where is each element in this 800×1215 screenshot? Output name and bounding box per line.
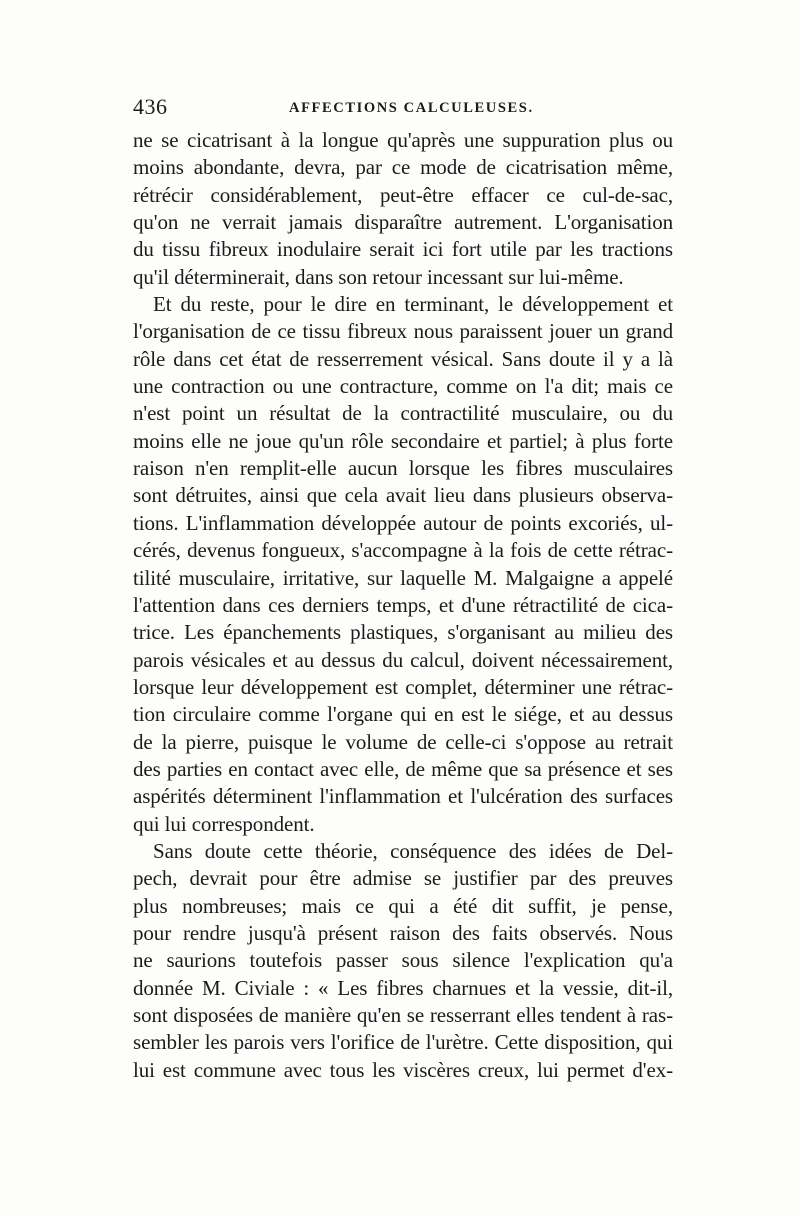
text-line: raison n'en remplit-elle aucun lorsque les fibres musculaires: [133, 456, 673, 481]
text-line: n'est point un résultat de la contractilité musculaire, ou du: [133, 401, 673, 426]
text-line: plus nombreuses; mais ce qui a été dit suffit, je pense,: [133, 893, 673, 918]
text-line: tilité musculaire, irritative, sur laquelle M. Malgaigne a appelé: [133, 565, 673, 590]
body-text: [133, 127, 673, 1084]
text-line: l'organisation de ce tissu fibreux nous paraissent jouer un grand: [133, 319, 673, 344]
text-line: lui est commune avec tous les viscères creux, lui permet d'ex-: [133, 1057, 673, 1082]
text-line: moins abondante, devra, par ce mode de cicatrisation même,: [133, 155, 673, 180]
text-line: Et du reste, pour le dire en terminant, le développement et: [153, 292, 673, 317]
text-line: pour rendre jusqu'à présent raison des faits observés. Nous: [133, 920, 673, 945]
text-line: ne saurions toutefois passer sous silence l'explication qu'a: [133, 948, 673, 973]
text-line: moins elle ne joue qu'un rôle secondaire et partiel; à plus forte: [133, 428, 673, 453]
text-line: de la pierre, puisque le volume de celle-ci s'oppose au retrait: [133, 729, 673, 754]
text-line: du tissu fibreux inodulaire serait ici fort utile par les tractions: [133, 237, 673, 262]
text-line: parois vésicales et au dessus du calcul, doivent nécessairement,: [133, 647, 673, 672]
text-line: aspérités déterminent l'inflammation et l'ulcération des surfaces: [133, 784, 673, 809]
text-line: rôle dans cet état de resserrement vésical. Sans doute il y a là: [133, 346, 673, 371]
text-line: qui lui correspondent.: [133, 811, 315, 836]
text-line: ne se cicatrisant à la longue qu'après une suppuration plus ou: [133, 128, 673, 152]
text-line: pech, devrait pour être admise se justifier par des preuves: [133, 866, 673, 891]
text-line: cérés, devenus fongueux, s'accompagne à la fois de cette rétrac-: [133, 538, 673, 563]
text-line: qu'il déterminerait, dans son retour incessant sur lui-même.: [133, 264, 624, 289]
text-line: sont détruites, ainsi que cela avait lieu dans plusieurs observa-: [133, 483, 673, 508]
text-line: trice. Les épanchements plastiques, s'organisant au milieu des: [133, 620, 673, 645]
text-line: qu'on ne verrait jamais disparaître autrement. L'organisation: [133, 210, 673, 235]
page-number: 436: [133, 94, 168, 119]
text-line: l'attention dans ces derniers temps, et d'une rétractilité de cica-: [133, 592, 673, 617]
text-line: sembler les parois vers l'orifice de l'urètre. Cette disposition, qui: [133, 1030, 673, 1055]
text-line: lorsque leur développement est complet, déterminer une rétrac-: [133, 674, 673, 699]
text-line: sont disposées de manière qu'en se resserrant elles tendent à ras-: [133, 1003, 673, 1027]
text-line: Sans doute cette théorie, conséquence des idées de Del-: [153, 838, 673, 863]
running-title: AFFECTIONS CALCULEUSES.: [289, 100, 534, 116]
running-head: [133, 92, 673, 122]
text-line: donnée M. Civiale : « Les fibres charnues et la vessie, dit-il,: [133, 975, 673, 1000]
text-line: tions. L'inflammation développée autour de points excoriés, ul-: [133, 510, 673, 535]
text-line: des parties en contact avec elle, de même que sa présence et ses: [133, 756, 673, 781]
text-line: rétrécir considérablement, peut-être effacer ce cul-de-sac,: [133, 182, 673, 207]
text-line: une contraction ou une contracture, comme on l'a dit; mais ce: [133, 374, 673, 399]
text-line: tion circulaire comme l'organe qui en est le siége, et au dessus: [133, 702, 673, 727]
